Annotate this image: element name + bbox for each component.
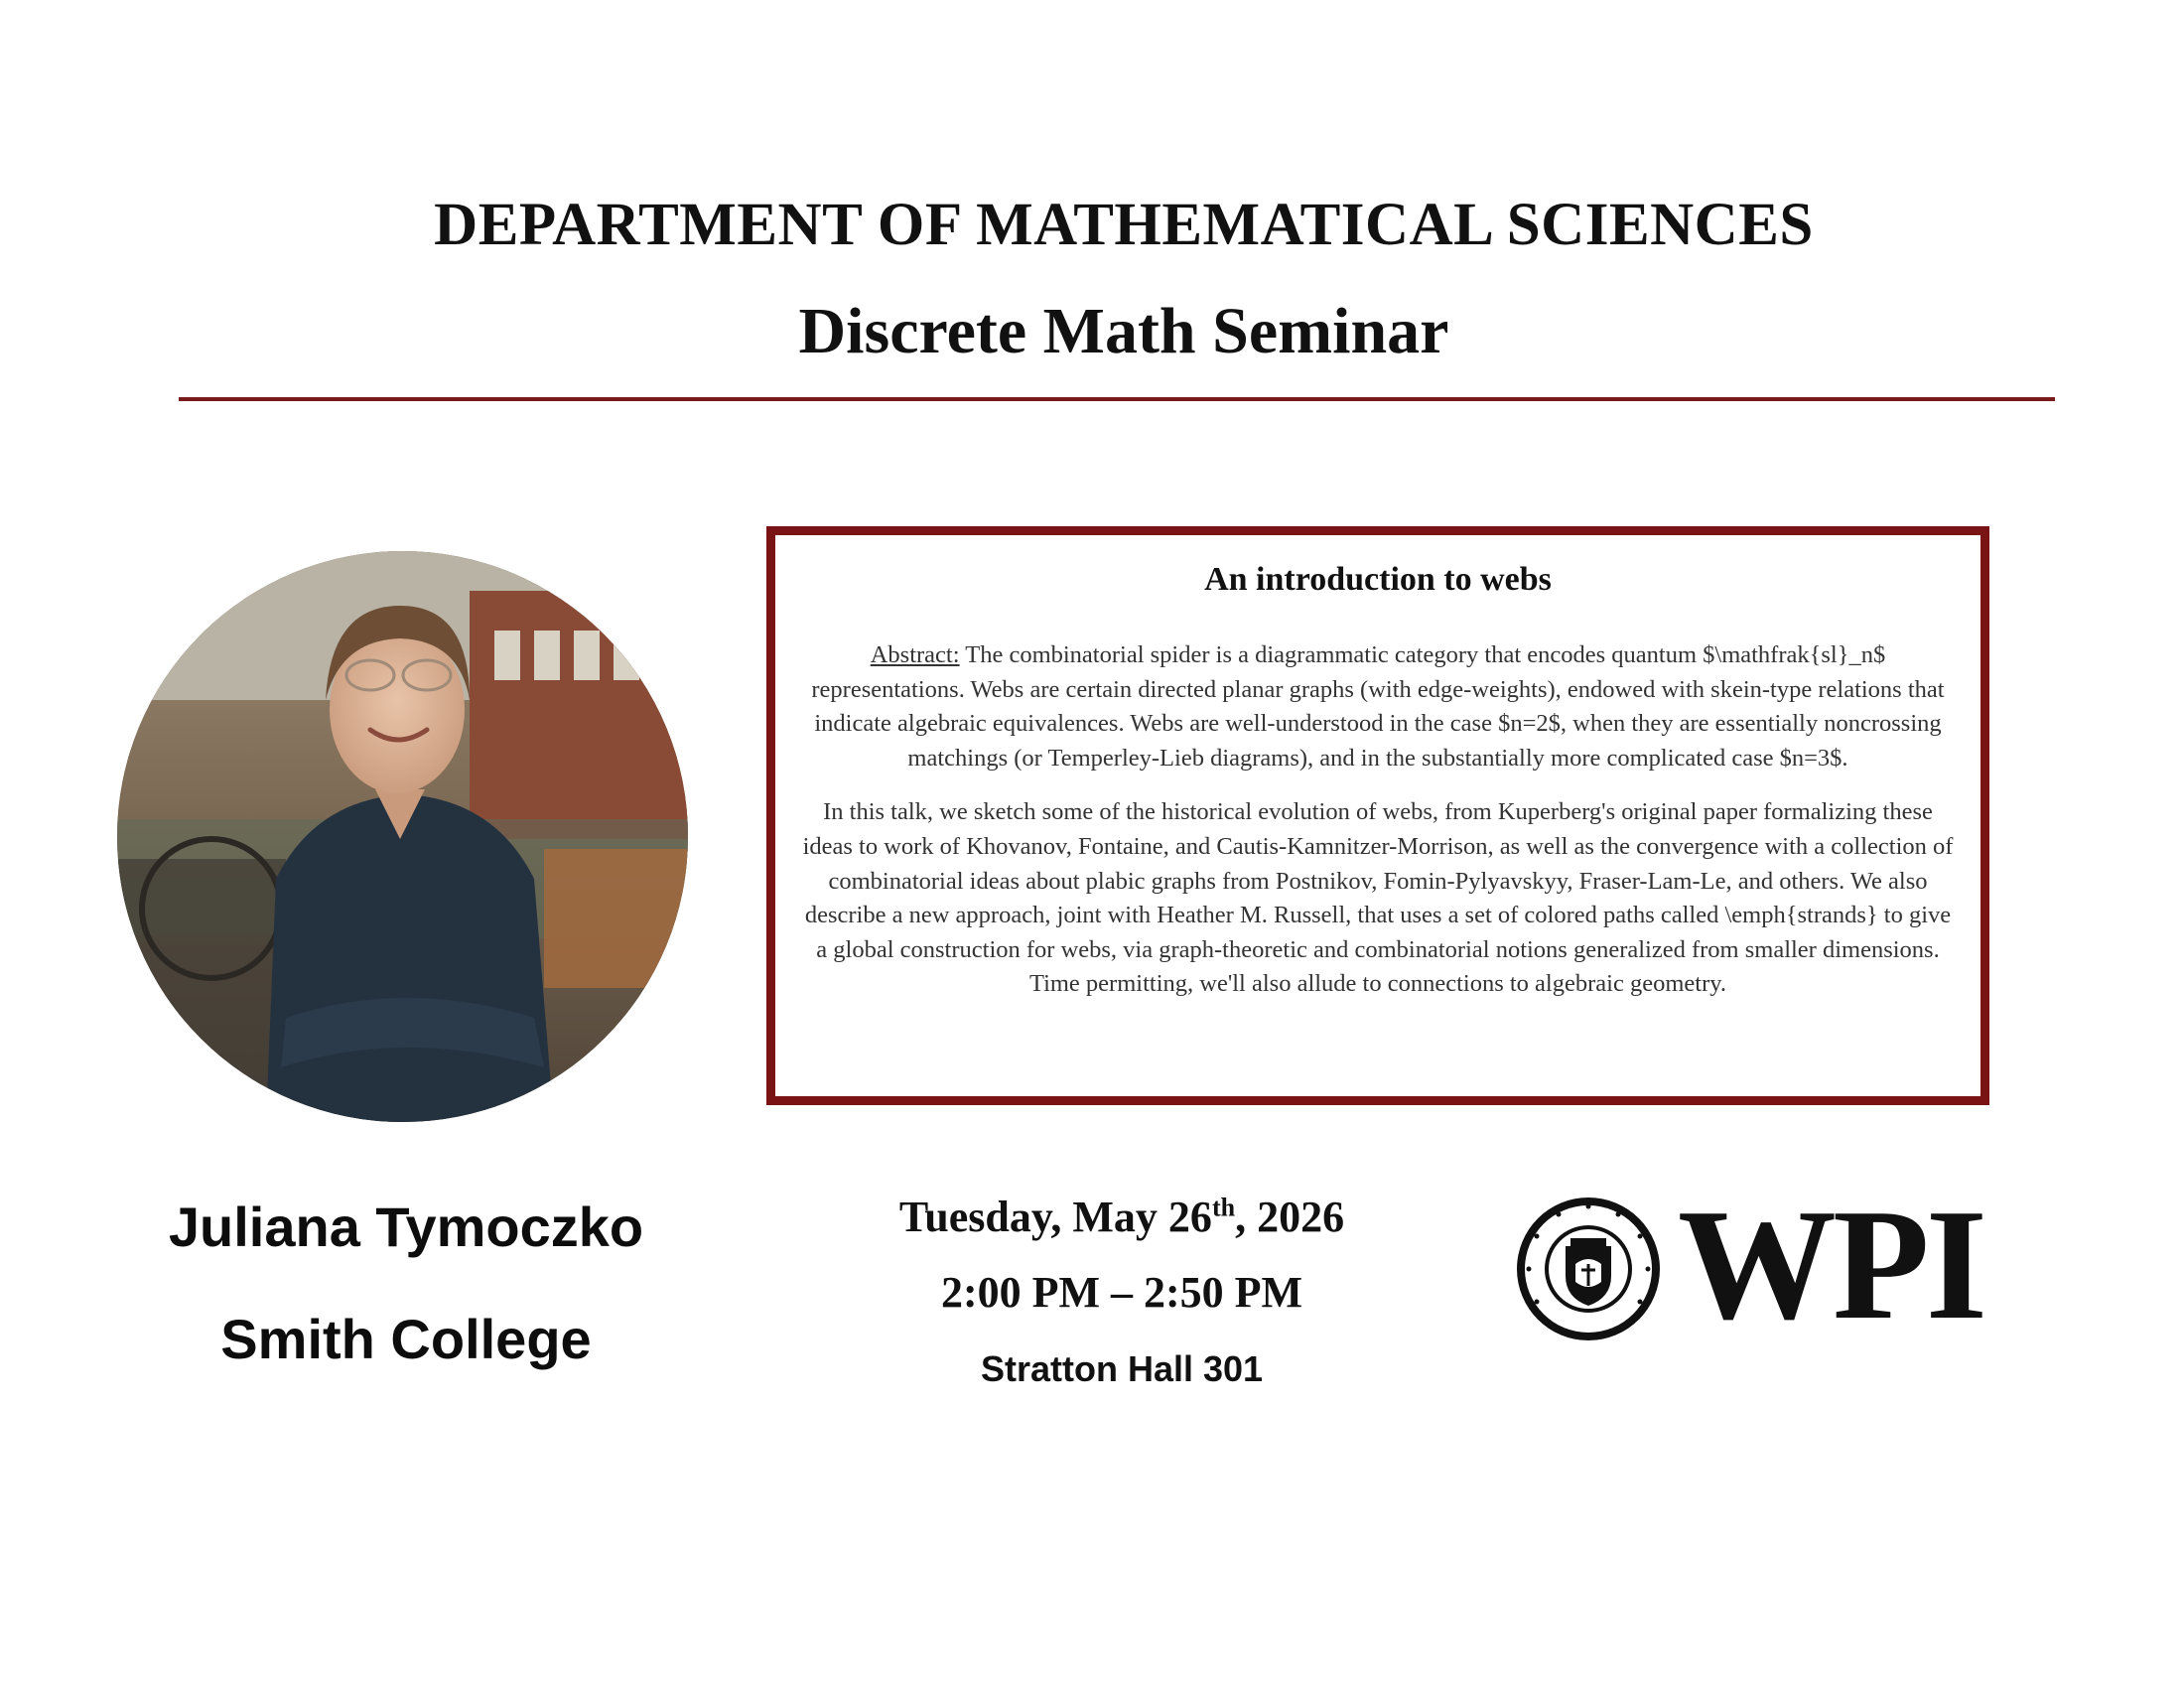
event-date-main: Tuesday, May 26 (898, 1193, 1212, 1241)
event-room: Stratton Hall 301 (980, 1348, 1264, 1389)
department-title: DEPARTMENT OF MATHEMATICAL SCIENCES (434, 192, 1814, 258)
abstract-text (797, 638, 1959, 1022)
event-date-year: , 2026 (1235, 1193, 1345, 1241)
wpi-wordmark: WPI (1678, 1176, 1983, 1352)
speaker-name: Juliana Tymoczko (168, 1196, 644, 1258)
abstract-body-1: The combinatorial spider is a diagrammatic category that encodes quantum $\mathfrak{sl}_n$ representations. Webs are certain directed planar graphs (with edge-weights), endowed with skein-type relations that indicate algebraic equivalences. Webs are well-understood in the case $n=2$, when they are essentially noncrossing matchings (or Temperley-Lieb diagrams), and in the substantially more complicated case $n=3$. (811, 641, 1945, 772)
abstract-box (766, 526, 1989, 1105)
header-divider (179, 397, 2055, 401)
abstract-paragraph-1 (797, 638, 1959, 775)
event-date (824, 1192, 1420, 1242)
abstract-paragraph-2: In this talk, we sketch some of the historical evolution of webs, from Kuperberg's original paper formalizing these ideas to work of Khovanov, Fontaine, and Cautis-Kamnitzer-Morrison, as well as the convergence with a collection of combinatorial ideas about plabic graphs from Postnikov, Fomin-Pylyavskyy, Fraser-Lam-Le, and others. We also describe a new approach, joint with Heather M. Russell, that uses a set of colored paths called \emph{strands} to give a global construction for webs, via graph-theoretic and combinatorial notions generalized from smaller dimensions. Time permitting, we'll also allude to connections to algebraic geometry. (802, 798, 1954, 998)
wpi-seal-icon (1514, 1195, 1663, 1343)
talk-title: An introduction to webs (1204, 561, 1552, 598)
seminar-title: Discrete Math Seminar (798, 295, 1449, 367)
speaker-photo (117, 551, 688, 1122)
event-date-ordinal: th (1211, 1193, 1236, 1222)
abstract-label: Abstract: (870, 641, 960, 668)
speaker-affiliation: Smith College (220, 1308, 592, 1370)
event-time: 2:00 PM – 2:50 PM (940, 1268, 1303, 1317)
